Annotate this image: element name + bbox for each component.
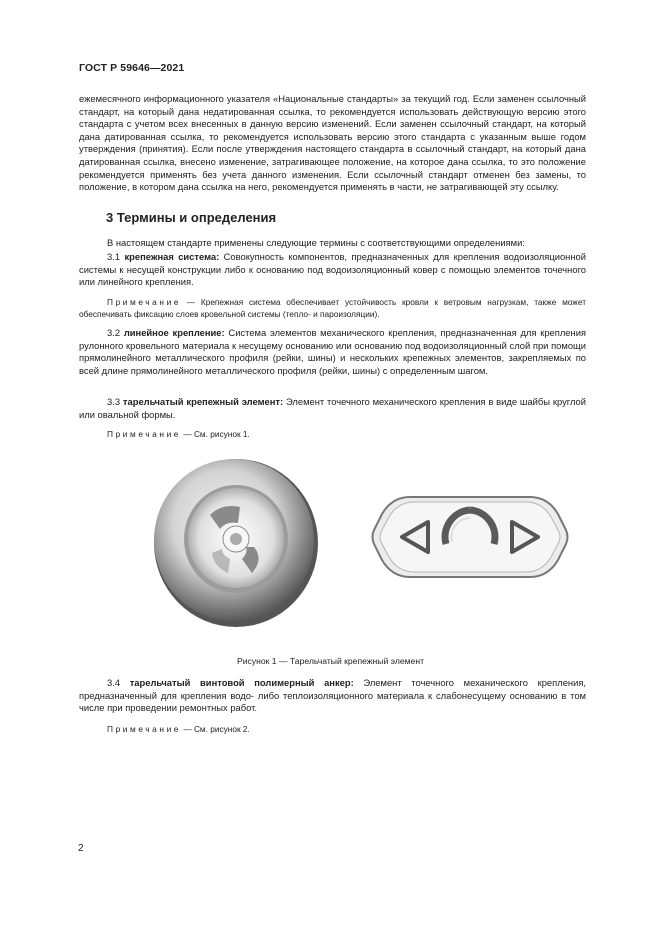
term-number: 3.2 <box>107 327 121 338</box>
term-definition: Элемент точечного механического крепления в виде шайбы круглой или овальной формы. <box>79 396 586 420</box>
round-plate-washer-image <box>150 455 320 630</box>
note-label: Примечание <box>107 297 182 307</box>
note-3-3 <box>79 428 586 440</box>
oval-plate-washer-image <box>370 492 570 582</box>
note-3-4 <box>79 723 586 735</box>
lead-sentence: В настоящем стандарте применены следующие термины с соответствующими определениями: <box>107 237 525 248</box>
term-name: крепежная система: <box>124 251 220 262</box>
term-3-1 <box>79 251 586 289</box>
term-number: 3.1 <box>107 251 121 262</box>
note-3-1 <box>79 296 586 321</box>
term-definition: Система элементов механического крепления, предназначенная для крепления рулонного кровельного материала к несущему основанию или основанию под водоизоляционный слой при помощи прямолинейного металлического профиля (рейки, шины) и нескольких крепежных элементов, закрепляемых по всей длине прямолинейного металлического профиля (рейки, шины) с определенным шагом. <box>79 327 587 376</box>
term-3-2 <box>79 327 586 377</box>
figure-caption: Рисунок 1 — Тарельчатый крепежный элемент <box>236 656 425 666</box>
section-title: 3 Термины и определения <box>106 210 277 225</box>
intro-paragraph <box>79 93 586 194</box>
term-name: линейное крепление: <box>123 327 225 338</box>
note-text: — Крепежная система обеспечивает устойчивость кровли к ветровым нагрузкам, также может обеспечивать фиксацию слоев кровельной системы (тепло- и пароизоляции). <box>79 297 586 320</box>
note-label: Примечание <box>107 429 182 439</box>
term-name: тарельчатый крепежный элемент: <box>122 396 284 407</box>
term-definition: Совокупность компонентов, предназначенных для крепления водоизоляционной системы к несущей конструкции либо к основанию под водоизоляционный ковер с помощью элементов точечного или линейного крепления. <box>79 251 586 288</box>
document-header: ГОСТ Р 59646—2021 <box>79 62 185 74</box>
term-3-3 <box>79 396 586 421</box>
note-label: Примечание <box>107 724 182 734</box>
term-3-4 <box>79 677 586 715</box>
term-number: 3.4 <box>107 677 121 688</box>
intro-text: ежемесячного информационного указателя «Национальные стандарты» за текущий год. Если заменен ссылочный стандарт, на который дана недатированная ссылка, то рекомендуется использовать действующую версию этого стандарта с учетом всех внесенных в данную версию изменений. Если заменен ссылочный стандарт, на который дана датированная ссылка, то рекомендуется использовать версию этого стандарта с указанным выше годом утверждения (принятия). Если после утверждения настоящего стандарта в ссылочный стандарт, на который дана датированная ссылка, внесено изменение, затрагивающее положение, на которое дана ссылка, то это положение рекомендуется применять без учета данного изменения. Если ссылочный стандарт отменен без замены, то положение, в котором дана ссылка на него, рекомендуется применять в части, не затрагивающей эту ссылку. <box>79 93 586 193</box>
term-number: 3.3 <box>107 396 121 407</box>
term-name: тарельчатый винтовой полимерный анкер: <box>129 677 354 688</box>
term-definition: Элемент точечного механического крепления, предназначенный для крепления водо- либо теплоизоляционного материала к слабонесущему основанию в том числе при проведении ремонтных работ. <box>79 677 587 714</box>
page-number: 2 <box>78 843 84 854</box>
note-text: — См. рисунок 2. <box>181 724 250 734</box>
note-text: — См. рисунок 1. <box>181 429 250 439</box>
